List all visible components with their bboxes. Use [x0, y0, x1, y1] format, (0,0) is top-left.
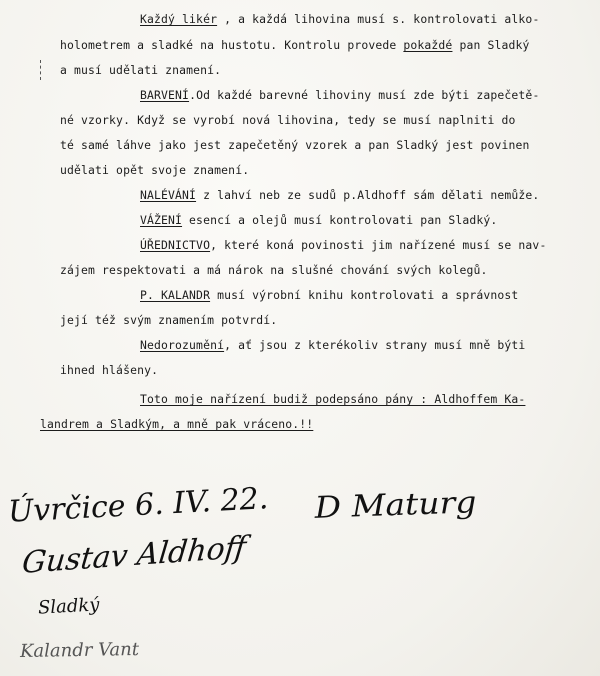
place-date-handwriting: Úvrčice 6. IV. 22. [7, 481, 270, 530]
underlined-text: VÁŽENÍ [140, 213, 183, 227]
text-segment: holometrem a sladké na hustotu. Kontrolu provede [60, 38, 404, 52]
typed-line [140, 12, 539, 26]
typed-line [60, 263, 487, 277]
typed-line [60, 138, 530, 152]
text-segment: udělati opět svoje znamení. [60, 163, 250, 177]
text-segment: né vzorky. Když se vyrobí nová lihovina, tedy se musí naplniti do [60, 113, 516, 127]
underlined-text: landrem a Sladkým, a mně pak vráceno.!! [40, 417, 314, 431]
text-segment: , a každá lihovina musí s. kontrolovati alko- [217, 12, 540, 26]
typed-line [60, 163, 249, 177]
underlined-text: Toto moje nařízení budiž podepsáno pány : Aldhoffem Ka- [140, 392, 526, 406]
typed-line [60, 313, 277, 327]
underlined-text: pokaždé [403, 38, 453, 52]
typed-line [40, 417, 313, 431]
signature-sladky: Sladký [37, 594, 100, 619]
underlined-text: ÚŘEDNICTVO [140, 238, 211, 252]
signature-kalandr: Kalandr Vant [19, 638, 140, 663]
typed-line [140, 392, 525, 406]
text-segment: ihned hlášeny. [60, 363, 159, 377]
margin-mark [40, 60, 43, 80]
text-segment: té samé láhve jako jest zapečetěný vzorek a pan Sladký jest povinen [60, 138, 530, 152]
underlined-text: Nedorozumění [140, 338, 225, 352]
typed-line [140, 88, 539, 102]
text-segment: , ať jsou z kterékoliv strany musí mně býti [224, 338, 526, 352]
typed-line [140, 238, 546, 252]
typed-line [60, 63, 221, 77]
text-segment: její též svým znamením potvrdí. [60, 313, 278, 327]
typed-line [60, 363, 158, 377]
text-segment: .Od každé barevné lihoviny musí zde býti zapečetě- [189, 88, 540, 102]
signature-main: D Maturg [314, 485, 478, 526]
text-segment: pan Sladký [452, 38, 530, 52]
signature-aldhoff: Gustav Aldhoff [20, 530, 248, 581]
text-segment: , které koná povinosti jim nařízené musí se nav- [210, 238, 547, 252]
underlined-text: P. KALANDR [140, 288, 211, 302]
typed-line [140, 288, 518, 302]
text-segment: esencí a olejů musí kontrolovati pan Sladký. [182, 213, 498, 227]
text-segment: zájem respektovati a má nárok na slušné chování svých kolegů. [60, 263, 488, 277]
typed-line [140, 338, 525, 352]
typed-line [140, 188, 539, 202]
typed-line [140, 213, 497, 227]
underlined-text: Každý likér [140, 12, 218, 26]
typed-line [60, 38, 530, 52]
text-segment: z lahví neb ze sudů p.Aldhoff sám dělati nemůže. [196, 188, 540, 202]
underlined-text: BARVENÍ [140, 88, 190, 102]
typed-line [60, 113, 516, 127]
underlined-text: NALÉVÁNÍ [140, 188, 197, 202]
text-segment: musí výrobní knihu kontrolovati a správnost [210, 288, 519, 302]
text-segment: a musí udělati znamení. [60, 63, 222, 77]
